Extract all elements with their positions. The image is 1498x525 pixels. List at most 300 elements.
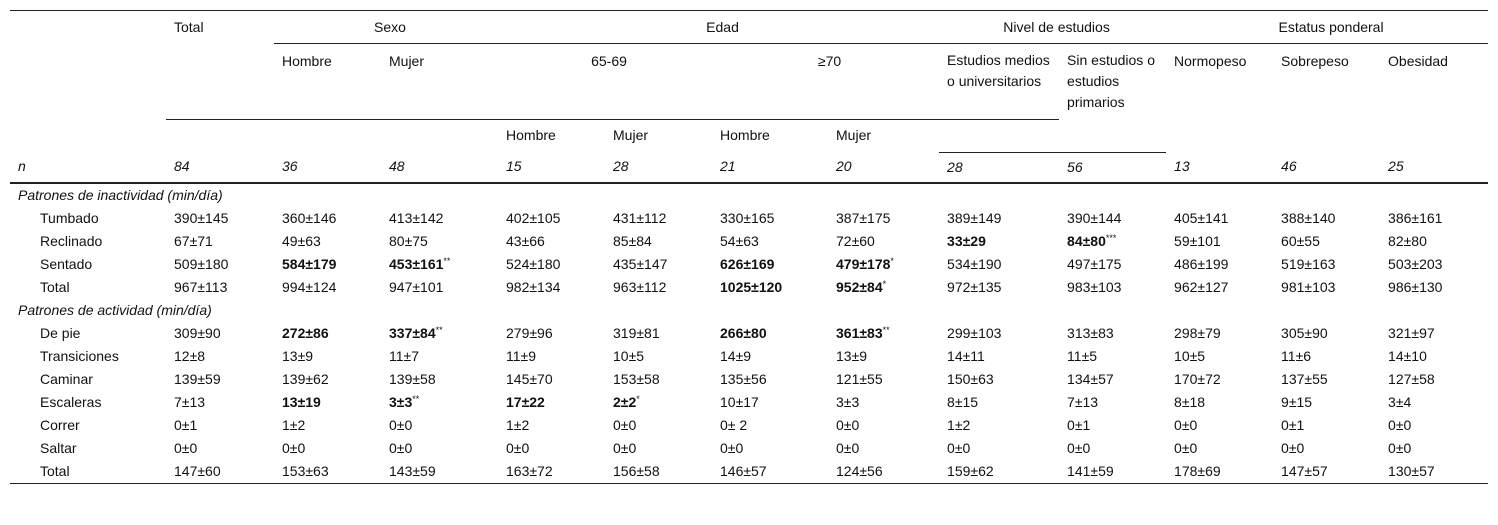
n-value: 20 bbox=[836, 158, 852, 174]
table-cell bbox=[939, 276, 1059, 299]
header-sexo-hombre: Hombre bbox=[274, 44, 381, 120]
table-cell bbox=[498, 253, 605, 276]
table-cell bbox=[1059, 368, 1166, 391]
table-cell bbox=[712, 460, 828, 484]
cell-value: 319±81 bbox=[613, 324, 660, 341]
table-row bbox=[10, 414, 1488, 437]
cell-value: 0±0 bbox=[389, 439, 413, 456]
cell-value: 0±0 bbox=[506, 439, 530, 456]
cell-value: 0±0 bbox=[947, 439, 971, 456]
table-cell bbox=[939, 230, 1059, 253]
cell-value: 145±70 bbox=[506, 370, 553, 387]
table-cell bbox=[1059, 207, 1166, 230]
table-cell bbox=[166, 322, 274, 345]
table-cell bbox=[381, 230, 498, 253]
table-cell bbox=[712, 230, 828, 253]
table-cell bbox=[1273, 460, 1380, 484]
cell-value: 534±190 bbox=[947, 255, 1002, 272]
table-cell bbox=[1380, 253, 1488, 276]
table-cell bbox=[381, 253, 498, 276]
cell-value: 13±9 bbox=[282, 347, 314, 364]
section-title: Patrones de inactividad (min/día) bbox=[10, 183, 1488, 207]
table-cell bbox=[1380, 414, 1488, 437]
table-cell bbox=[1059, 391, 1166, 414]
table-cell bbox=[166, 437, 274, 460]
table-cell bbox=[274, 253, 381, 276]
cell-value: 305±90 bbox=[1281, 324, 1328, 341]
table-row bbox=[10, 437, 1488, 460]
n-value: 15 bbox=[506, 158, 522, 174]
cell-value: 127±58 bbox=[1388, 370, 1435, 387]
table-cell bbox=[939, 368, 1059, 391]
table-cell bbox=[274, 437, 381, 460]
cell-value: 137±55 bbox=[1281, 370, 1328, 387]
table-cell bbox=[166, 460, 274, 484]
table-cell bbox=[712, 207, 828, 230]
cell-value: 150±63 bbox=[947, 370, 994, 387]
table-cell bbox=[1273, 253, 1380, 276]
header-estatus-ponderal: Estatus ponderal bbox=[1166, 11, 1488, 44]
table-cell bbox=[1059, 437, 1166, 460]
table-cell bbox=[274, 322, 381, 345]
cell-value: 453±161 bbox=[389, 255, 444, 272]
cell-value: 3±3 bbox=[836, 393, 860, 410]
cell-value: 983±103 bbox=[1067, 278, 1122, 295]
header-nivel-estudios: Nivel de estudios bbox=[939, 11, 1166, 44]
cell-value: 10±17 bbox=[720, 393, 759, 410]
table-cell bbox=[828, 230, 939, 253]
cell-value: 299±103 bbox=[947, 324, 1002, 341]
row-label: Caminar bbox=[40, 370, 93, 387]
section-header-row bbox=[10, 183, 1488, 207]
cell-value: 972±135 bbox=[947, 278, 1002, 295]
table-cell bbox=[1059, 230, 1166, 253]
table-cell bbox=[1273, 322, 1380, 345]
cell-value: 405±141 bbox=[1174, 209, 1229, 226]
cell-value: 0±0 bbox=[389, 416, 413, 433]
significance-marker: *** bbox=[1105, 232, 1117, 243]
row-label: Sentado bbox=[40, 255, 93, 272]
table-cell bbox=[1059, 460, 1166, 484]
significance-marker: ** bbox=[443, 255, 451, 266]
header-70-mujer: Mujer bbox=[836, 127, 872, 144]
cell-value: 0±1 bbox=[1067, 416, 1091, 433]
cell-value: 85±84 bbox=[613, 232, 652, 249]
cell-value: 14±11 bbox=[947, 347, 985, 364]
table-cell bbox=[828, 460, 939, 484]
row-label: De pie bbox=[40, 324, 81, 341]
cell-value: 0±1 bbox=[1281, 416, 1305, 433]
table-cell bbox=[1166, 322, 1273, 345]
table-row bbox=[10, 253, 1488, 276]
table-cell bbox=[939, 345, 1059, 368]
table-cell bbox=[166, 207, 274, 230]
cell-value: 313±83 bbox=[1067, 324, 1114, 341]
significance-marker: * bbox=[882, 278, 887, 289]
cell-value: 389±149 bbox=[947, 209, 1002, 226]
table-cell bbox=[1380, 345, 1488, 368]
cell-value: 130±57 bbox=[1388, 462, 1435, 479]
table-cell bbox=[498, 414, 605, 437]
table-cell bbox=[381, 437, 498, 460]
header-70-hombre: Hombre bbox=[720, 127, 770, 144]
table-cell bbox=[166, 368, 274, 391]
results-table-container bbox=[10, 10, 1488, 484]
table-cell bbox=[605, 253, 712, 276]
row-label: Transiciones bbox=[40, 347, 119, 364]
table-cell bbox=[605, 230, 712, 253]
cell-value: 952±84 bbox=[836, 278, 883, 295]
table-cell bbox=[274, 230, 381, 253]
cell-value: 8±18 bbox=[1174, 393, 1206, 410]
table-cell bbox=[712, 276, 828, 299]
row-label: Tumbado bbox=[40, 209, 99, 226]
cell-value: 361±83 bbox=[836, 324, 883, 341]
table-cell bbox=[1166, 437, 1273, 460]
cell-value: 153±63 bbox=[282, 462, 329, 479]
header-sexo: Sexo bbox=[274, 11, 498, 44]
cell-value: 163±72 bbox=[506, 462, 553, 479]
cell-value: 147±57 bbox=[1281, 462, 1328, 479]
cell-value: 54±63 bbox=[720, 232, 759, 249]
table-cell bbox=[1059, 253, 1166, 276]
cell-value: 135±56 bbox=[720, 370, 767, 387]
cell-value: 14±10 bbox=[1388, 347, 1427, 364]
cell-value: 153±58 bbox=[613, 370, 660, 387]
table-cell bbox=[166, 345, 274, 368]
cell-value: 147±60 bbox=[174, 462, 221, 479]
cell-value: 1±2 bbox=[282, 416, 306, 433]
table-cell bbox=[828, 391, 939, 414]
table-cell bbox=[712, 391, 828, 414]
table-cell bbox=[1273, 207, 1380, 230]
cell-value: 3±3 bbox=[389, 393, 413, 410]
row-label: Correr bbox=[40, 416, 80, 433]
table-cell bbox=[939, 460, 1059, 484]
cell-value: 0±0 bbox=[1388, 416, 1412, 433]
table-cell bbox=[1059, 276, 1166, 299]
table-cell bbox=[605, 207, 712, 230]
cell-value: 2±2 bbox=[613, 393, 637, 410]
table-cell bbox=[1380, 437, 1488, 460]
table-cell bbox=[498, 230, 605, 253]
cell-value: 11±9 bbox=[506, 347, 537, 364]
table-cell bbox=[828, 414, 939, 437]
table-body bbox=[10, 183, 1488, 484]
cell-value: 146±57 bbox=[720, 462, 767, 479]
cell-value: 0±0 bbox=[1174, 416, 1198, 433]
table-cell bbox=[498, 345, 605, 368]
row-label: Total bbox=[40, 278, 70, 295]
cell-value: 360±146 bbox=[282, 209, 337, 226]
row-label: Saltar bbox=[40, 439, 77, 456]
table-cell bbox=[1380, 230, 1488, 253]
cell-value: 967±113 bbox=[174, 278, 228, 295]
table-row bbox=[10, 322, 1488, 345]
row-label: Escaleras bbox=[40, 393, 102, 410]
cell-value: 0±0 bbox=[1067, 439, 1091, 456]
cell-value: 80±75 bbox=[389, 232, 428, 249]
table-cell bbox=[498, 391, 605, 414]
cell-value: 82±80 bbox=[1388, 232, 1427, 249]
cell-value: 0±0 bbox=[1281, 439, 1305, 456]
cell-value: 178±69 bbox=[1174, 462, 1221, 479]
row-label: Total bbox=[10, 460, 166, 484]
cell-value: 524±180 bbox=[506, 255, 561, 272]
table-cell bbox=[1273, 368, 1380, 391]
table-cell bbox=[1166, 460, 1273, 484]
cell-value: 0±0 bbox=[720, 439, 744, 456]
cell-value: 17±22 bbox=[506, 393, 545, 410]
cell-value: 626±169 bbox=[720, 255, 775, 272]
table-cell bbox=[166, 276, 274, 299]
significance-marker: * bbox=[890, 255, 894, 266]
table-cell bbox=[166, 414, 274, 437]
cell-value: 1±2 bbox=[506, 416, 530, 433]
table-cell bbox=[605, 391, 712, 414]
header-65-69-mujer: Mujer bbox=[613, 127, 649, 144]
cell-value: 387±175 bbox=[836, 209, 891, 226]
results-table bbox=[10, 10, 1488, 484]
table-cell bbox=[939, 437, 1059, 460]
cell-value: 0±1 bbox=[174, 416, 198, 433]
cell-value: 386±161 bbox=[1388, 209, 1443, 226]
section-header-row bbox=[10, 299, 1488, 322]
cell-value: 519±163 bbox=[1281, 255, 1336, 272]
header-sobrepeso: Sobrepeso bbox=[1281, 53, 1349, 69]
table-cell bbox=[1166, 276, 1273, 299]
header-obesidad: Obesidad bbox=[1388, 53, 1448, 69]
table-cell bbox=[498, 368, 605, 391]
table-cell bbox=[498, 437, 605, 460]
header-age-70-plus: ≥70 bbox=[712, 44, 939, 120]
table-cell bbox=[712, 368, 828, 391]
table-cell bbox=[274, 460, 381, 484]
table-cell bbox=[1059, 414, 1166, 437]
cell-value: 994±124 bbox=[282, 278, 337, 295]
n-label: n bbox=[18, 158, 26, 174]
corner-cell bbox=[10, 11, 166, 44]
cell-value: 388±140 bbox=[1281, 209, 1336, 226]
table-row bbox=[10, 391, 1488, 414]
cell-value: 402±105 bbox=[506, 209, 561, 226]
cell-value: 7±13 bbox=[174, 393, 206, 410]
cell-value: 431±112 bbox=[613, 209, 667, 226]
table-cell bbox=[498, 207, 605, 230]
cell-value: 947±101 bbox=[389, 278, 444, 295]
cell-value: 143±59 bbox=[389, 462, 436, 479]
cell-value: 0±0 bbox=[1388, 439, 1412, 456]
table-cell bbox=[1273, 437, 1380, 460]
cell-value: 49±63 bbox=[282, 232, 321, 249]
cell-value: 981±103 bbox=[1281, 278, 1336, 295]
cell-value: 509±180 bbox=[174, 255, 229, 272]
cell-value: 7±13 bbox=[1067, 393, 1099, 410]
table-cell bbox=[939, 207, 1059, 230]
cell-value: 33±29 bbox=[947, 232, 986, 249]
table-cell bbox=[381, 391, 498, 414]
cell-value: 390±144 bbox=[1067, 209, 1122, 226]
table-cell bbox=[1273, 345, 1380, 368]
cell-value: 12±8 bbox=[174, 347, 206, 364]
table-cell bbox=[1273, 230, 1380, 253]
cell-value: 60±55 bbox=[1281, 232, 1320, 249]
cell-value: 337±84 bbox=[389, 324, 436, 341]
n-value: 25 bbox=[1388, 158, 1404, 174]
header-estudios-medios: Estudios medios o universitarios bbox=[939, 44, 1059, 120]
cell-value: 330±165 bbox=[720, 209, 775, 226]
header-edad: Edad bbox=[498, 11, 939, 44]
cell-value: 390±145 bbox=[174, 209, 229, 226]
table-cell bbox=[1059, 345, 1166, 368]
cell-value: 13±9 bbox=[836, 347, 868, 364]
table-cell bbox=[381, 414, 498, 437]
table-cell bbox=[1380, 322, 1488, 345]
table-cell bbox=[939, 414, 1059, 437]
cell-value: 0±0 bbox=[836, 439, 860, 456]
cell-value: 141±59 bbox=[1067, 462, 1114, 479]
cell-value: 59±101 bbox=[1174, 232, 1221, 249]
cell-value: 121±55 bbox=[836, 370, 883, 387]
cell-value: 0±0 bbox=[282, 439, 306, 456]
n-value: 46 bbox=[1281, 158, 1297, 174]
table-cell bbox=[828, 368, 939, 391]
cell-value: 170±72 bbox=[1174, 370, 1221, 387]
cell-value: 84±80 bbox=[1067, 232, 1106, 249]
table-cell bbox=[712, 322, 828, 345]
cell-value: 309±90 bbox=[174, 324, 221, 341]
table-cell bbox=[381, 276, 498, 299]
cell-value: 0±0 bbox=[1174, 439, 1198, 456]
cell-value: 139±59 bbox=[174, 370, 221, 387]
table-row bbox=[10, 207, 1488, 230]
table-cell bbox=[939, 322, 1059, 345]
cell-value: 321±97 bbox=[1388, 324, 1435, 341]
section-title: Patrones de actividad (min/día) bbox=[18, 301, 212, 318]
cell-value: 67±71 bbox=[174, 232, 213, 249]
table-cell bbox=[381, 345, 498, 368]
table-cell bbox=[274, 345, 381, 368]
cell-value: 982±134 bbox=[506, 278, 561, 295]
table-cell bbox=[1166, 368, 1273, 391]
table-cell bbox=[381, 322, 498, 345]
table-cell bbox=[274, 391, 381, 414]
table-row bbox=[10, 276, 1488, 299]
table-cell bbox=[274, 414, 381, 437]
cell-value: 435±147 bbox=[613, 255, 668, 272]
table-cell bbox=[381, 368, 498, 391]
cell-value: 272±86 bbox=[282, 324, 329, 341]
table-cell bbox=[1166, 253, 1273, 276]
header-sin-estudios: Sin estudios o estudios primarios bbox=[1067, 52, 1155, 110]
cell-value: 503±203 bbox=[1388, 255, 1443, 272]
table-cell bbox=[605, 276, 712, 299]
table-cell bbox=[712, 253, 828, 276]
cell-value: 10±5 bbox=[1174, 347, 1206, 364]
table-cell bbox=[605, 322, 712, 345]
cell-value: 43±66 bbox=[506, 232, 545, 249]
table-cell bbox=[381, 207, 498, 230]
table-cell bbox=[166, 253, 274, 276]
significance-marker: ** bbox=[412, 393, 420, 404]
significance-marker: * bbox=[636, 393, 640, 404]
table-cell bbox=[1380, 368, 1488, 391]
cell-value: 0±0 bbox=[174, 439, 198, 456]
cell-value: 479±178 bbox=[836, 255, 891, 272]
cell-value: 266±80 bbox=[720, 324, 767, 341]
n-value: 56 bbox=[1059, 152, 1166, 183]
table-cell bbox=[1273, 391, 1380, 414]
table-cell bbox=[274, 276, 381, 299]
cell-value: 486±199 bbox=[1174, 255, 1229, 272]
table-cell bbox=[381, 460, 498, 484]
cell-value: 0±0 bbox=[613, 416, 637, 433]
table-cell bbox=[828, 345, 939, 368]
table-row bbox=[10, 368, 1488, 391]
table-cell bbox=[605, 437, 712, 460]
table-cell bbox=[1166, 230, 1273, 253]
cell-value: 0±0 bbox=[836, 416, 860, 433]
table-cell bbox=[712, 345, 828, 368]
table-cell bbox=[605, 368, 712, 391]
table-cell bbox=[166, 230, 274, 253]
cell-value: 9±15 bbox=[1281, 393, 1313, 410]
table-cell bbox=[605, 414, 712, 437]
table-cell bbox=[828, 276, 939, 299]
table-cell bbox=[1166, 207, 1273, 230]
row-label: Reclinado bbox=[40, 232, 103, 249]
table-cell bbox=[1166, 414, 1273, 437]
table-cell bbox=[828, 253, 939, 276]
cell-value: 134±57 bbox=[1067, 370, 1114, 387]
header-65-69-hombre: Hombre bbox=[506, 127, 556, 144]
table-cell bbox=[166, 391, 274, 414]
header-total: Total bbox=[166, 11, 274, 44]
cell-value: 1025±120 bbox=[720, 278, 783, 295]
cell-value: 72±60 bbox=[836, 232, 875, 249]
table-cell bbox=[939, 391, 1059, 414]
cell-value: 159±62 bbox=[947, 462, 994, 479]
n-value: 48 bbox=[389, 158, 405, 174]
table-cell bbox=[712, 437, 828, 460]
table-cell bbox=[1380, 460, 1488, 484]
n-value: 28 bbox=[947, 158, 963, 175]
table-cell bbox=[939, 253, 1059, 276]
table-cell bbox=[274, 368, 381, 391]
table-cell bbox=[1380, 207, 1488, 230]
cell-value: 156±58 bbox=[613, 462, 660, 479]
cell-value: 3±4 bbox=[1388, 393, 1412, 410]
table-cell bbox=[605, 460, 712, 484]
table-cell bbox=[828, 322, 939, 345]
table-cell bbox=[498, 276, 605, 299]
cell-value: 0± 2 bbox=[720, 416, 748, 433]
table-cell bbox=[1166, 345, 1273, 368]
cell-value: 279±96 bbox=[506, 324, 553, 341]
cell-value: 11±7 bbox=[389, 347, 420, 364]
cell-value: 10±5 bbox=[613, 347, 645, 364]
cell-value: 11±5 bbox=[1067, 347, 1098, 364]
significance-marker: ** bbox=[435, 324, 443, 335]
n-row bbox=[10, 152, 1488, 183]
table-cell bbox=[1380, 276, 1488, 299]
cell-value: 298±79 bbox=[1174, 324, 1221, 341]
table-cell bbox=[1273, 414, 1380, 437]
header-sexo-mujer: Mujer bbox=[381, 44, 498, 120]
cell-value: 139±62 bbox=[282, 370, 329, 387]
table-row bbox=[10, 230, 1488, 253]
table-cell bbox=[1059, 322, 1166, 345]
